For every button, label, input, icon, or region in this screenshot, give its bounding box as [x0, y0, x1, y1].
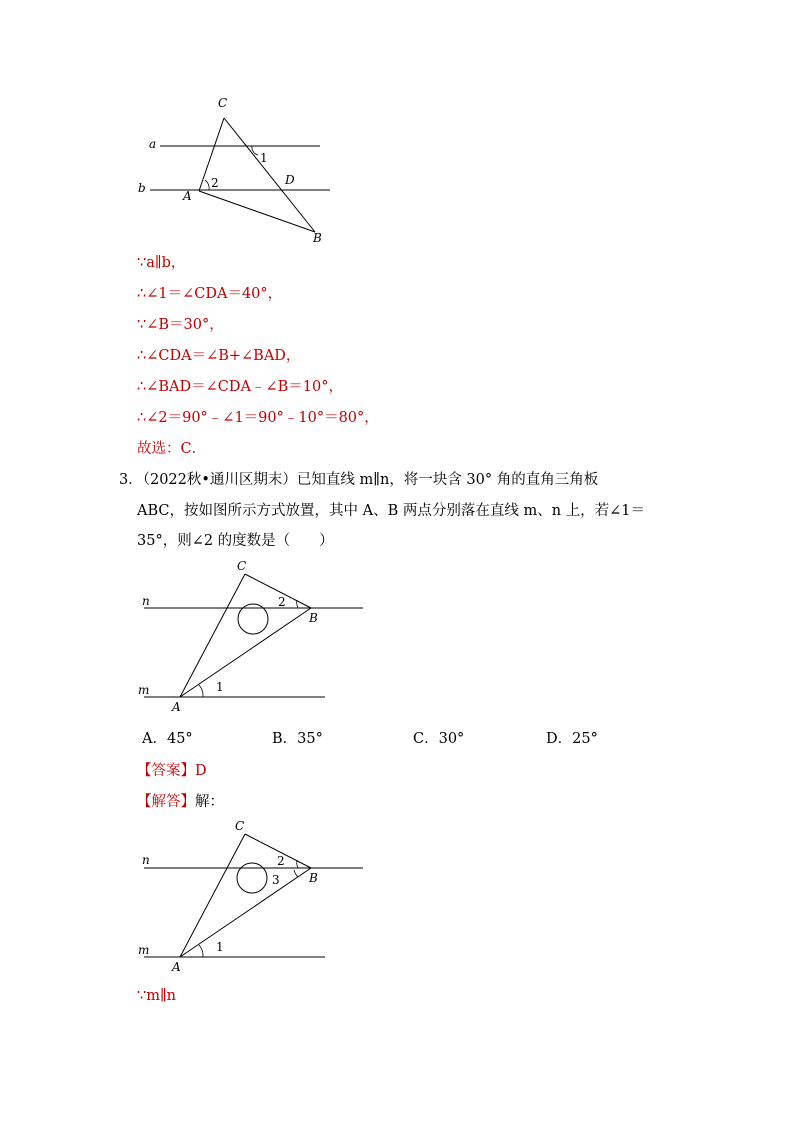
label-2: 2 — [211, 176, 219, 190]
angle-mark-1 — [199, 685, 203, 697]
label-m: m — [138, 683, 150, 697]
segment-CA — [180, 574, 245, 697]
solution-line-5: ∴∠BAD＝∠CDA﹣∠B＝10°， — [137, 379, 343, 395]
analysis-text: 解： — [195, 794, 224, 810]
label-B: B — [309, 611, 318, 625]
figure-triangle-ruler-2 — [130, 556, 370, 716]
angle-mark-3 — [294, 870, 298, 877]
option-d: D．25° — [546, 731, 598, 747]
label-1: 1 — [216, 680, 224, 694]
label-2: 2 — [278, 595, 286, 609]
label-B: B — [309, 871, 318, 885]
label-b: b — [138, 181, 146, 195]
label-C: C — [235, 819, 245, 833]
figure-parallel-lines-triangle-1 — [130, 90, 340, 250]
label-m: m — [138, 943, 150, 957]
segment-CB — [224, 118, 315, 232]
label-n: n — [142, 594, 150, 608]
question-3-line-3: 35°，则∠2 的度数是（ ） — [137, 533, 334, 549]
solution-line-3: ∵∠B＝30°， — [137, 317, 224, 333]
answer-tag: 【答案】 — [137, 763, 195, 779]
segment-AB — [199, 191, 315, 232]
answer-value: D — [195, 763, 207, 779]
figure-triangle-ruler-3 — [130, 816, 370, 976]
solution-3-line-1: ∵m∥n — [137, 988, 177, 1004]
label-a: a — [149, 137, 157, 151]
option-a: A．45° — [142, 731, 193, 747]
question-3-line-2: ABC，按如图所示方式放置，其中 A、B 两点分别落在直线 m、n 上，若∠1＝ — [137, 503, 646, 519]
angle-mark-1 — [199, 945, 203, 957]
segment-CA — [180, 834, 245, 957]
solution-line-7: 故选：C． — [137, 441, 207, 457]
label-1: 1 — [216, 940, 224, 954]
label-C: C — [237, 559, 247, 573]
option-c: C．30° — [413, 731, 465, 747]
solution-line-4: ∴∠CDA＝∠B+∠BAD， — [137, 348, 301, 364]
segment-AB — [180, 868, 311, 957]
label-A: A — [172, 700, 181, 714]
label-3: 3 — [272, 873, 280, 887]
solution-line-6: ∴∠2＝90°﹣∠1＝90°﹣10°＝80°， — [137, 410, 379, 426]
segment-AB — [180, 608, 311, 697]
label-n: n — [142, 853, 150, 867]
analysis-tag: 【解答】 — [137, 794, 195, 810]
label-2: 2 — [277, 854, 285, 868]
question-3-line-1: 3．（2022秋•通川区期末）已知直线 m∥n，将一块含 30° 角的直角三角板 — [119, 472, 599, 488]
label-B: B — [313, 231, 322, 245]
label-A: A — [172, 960, 181, 974]
label-D: D — [285, 173, 295, 187]
label-C: C — [218, 96, 228, 110]
solution-line-1: ∵a∥b， — [137, 255, 186, 271]
angle-mark-2 — [205, 180, 209, 190]
answer-line — [137, 759, 207, 780]
option-b: B．35° — [272, 731, 323, 747]
label-1: 1 — [260, 151, 268, 165]
label-A: A — [183, 189, 192, 203]
analysis-line — [137, 790, 224, 811]
solution-line-2: ∴∠1＝∠CDA＝40°， — [137, 286, 283, 302]
